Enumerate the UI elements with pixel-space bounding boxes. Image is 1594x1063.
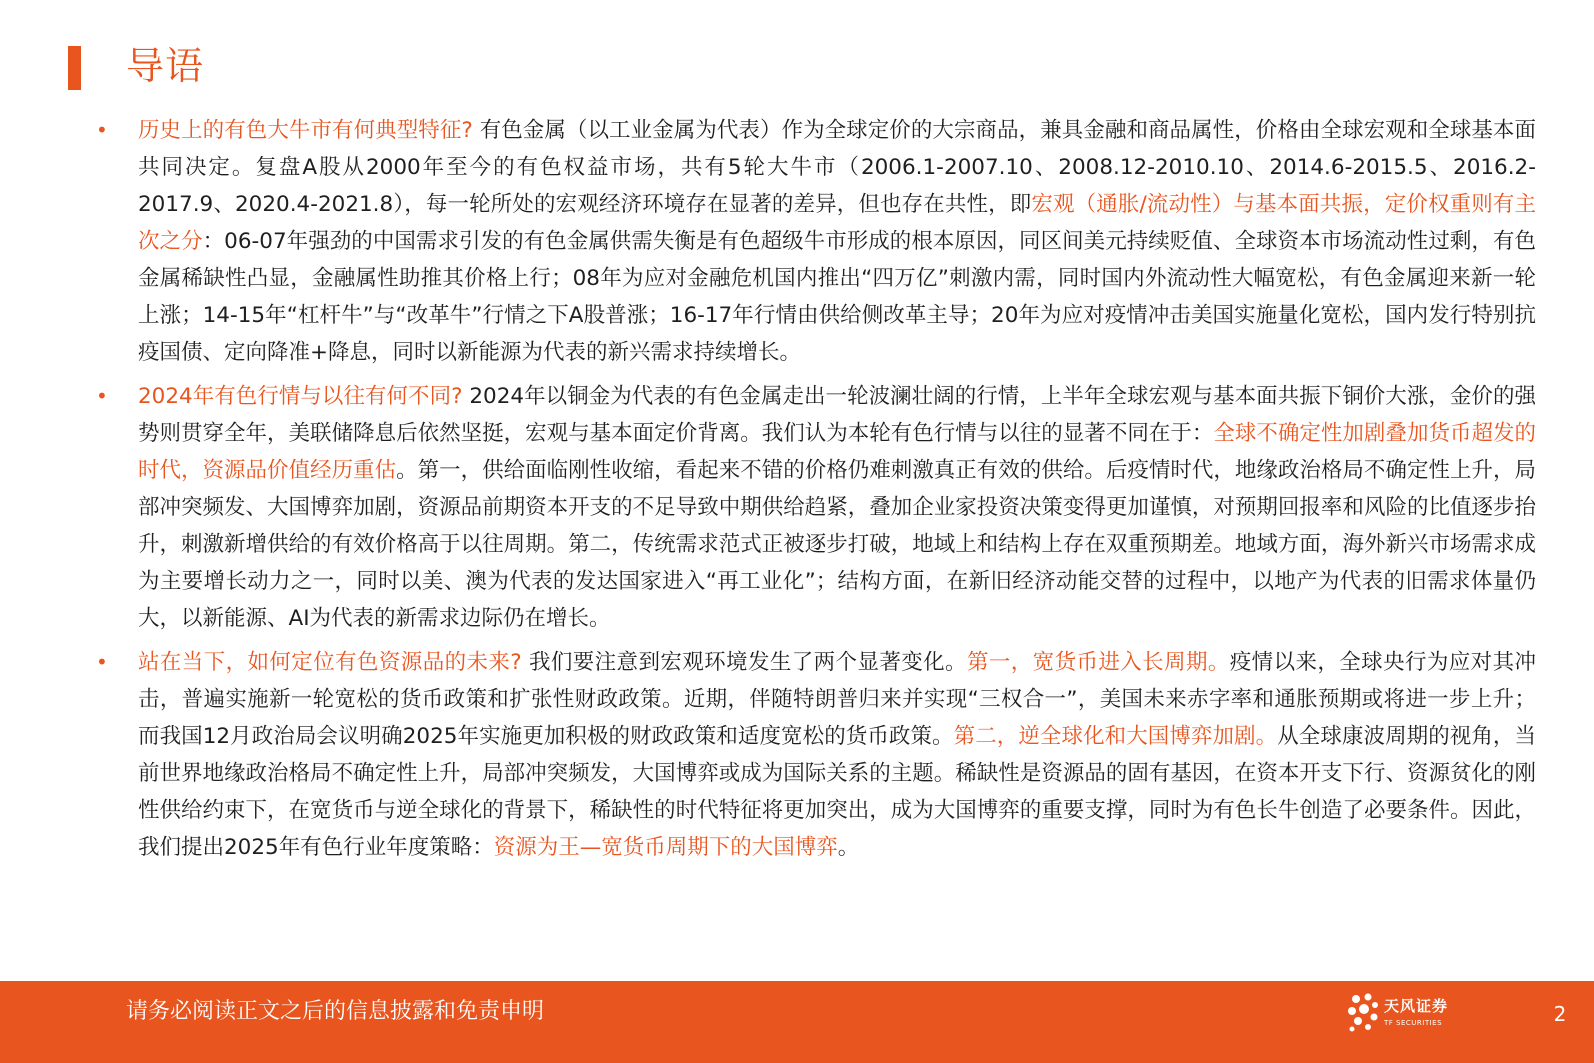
company-logo: [1346, 989, 1456, 1039]
content-body: [96, 112, 1536, 873]
bullet-dot-icon: •: [96, 384, 108, 408]
bullet-2-text-a: 2024年以铜金为代表的有色金属走出一轮波澜壮阔的行情，上半年全球宏观与基本面共振下铜价大涨，金价的强势则贯穿全年，美联储降息后依然坚挺，宏观与基本面定价背离。我们认为本轮有色行情与以往的显著不同在于：: [138, 384, 1536, 446]
bullet-3-highlight-2: 第二，逆全球化和大国博弈加剧。: [953, 724, 1278, 749]
footer-disclaimer: 请务必阅读正文之后的信息披露和免责申明: [126, 999, 545, 1024]
bullet-1-highlight: 宏观（通胀/流动性）与基本面共振，定价权重则有主次之分: [138, 192, 1537, 254]
bullet-3-text-c: 从全球康波周期的视角，当前世界地缘政治格局不确定性上升，局部冲突频发，大国博弈或成为国际关系的主题。稀缺性是资源品的固有基因，在资本开支下行、资源贫化的刚性供给约束下，在宽货币与逆全球化的背景下，稀缺性的时代特征将更加突出，成为大国博弈的重要支撑，同时为有色长牛创造了必要条件。因此，我们提出2025年有色行业年度策略：: [138, 724, 1536, 860]
bullet-1-text-a: 有色金属（以工业金属为代表）作为全球定价的大宗商品，兼具金融和商品属性，价格由全球宏观和全球基本面共同决定。复盘A股从2000年至今的有色权益市场，共有5轮大牛市（2006.1-2007.10、2008.12-2010.10、2014.6-2015.5、2016.2-2017.9、2020.4-2021.8），每一轮所处的宏观经济环境存在显著的差异，但也存在共性，即: [138, 118, 1536, 217]
bullet-3-text-b: 疫情以来，全球央行为应对其冲击，普遍实施新一轮宽松的货币政策和扩张性财政政策。近期，伴随特朗普归来并实现“三权合一”，美国未来赤字率和通胀预期或将进一步上升；而我国12月政治局会议明确2025年实施更加积极的财政政策和适度宽松的货币政策。: [138, 650, 1536, 749]
bullet-dot-icon: •: [96, 118, 108, 142]
bullet-3-text-a: 我们要注意到宏观环境发生了两个显著变化。: [521, 650, 967, 675]
bullet-2-text-b: 。第一，供给面临刚性收缩，看起来不错的价格仍难刺激真正有效的供给。后疫情时代，地缘政治格局不确定性上升，局部冲突频发、大国博弈加剧，资源品前期资本开支的不足导致中期供给趋紧，叠加企业家投资决策变得更加谨慎，对预期回报率和风险的比值逐步抬升，刺激新增供给的有效价格高于以往周期。第二，传统需求范式正被逐步打破，地域上和结构上存在双重预期差。地域方面，海外新兴市场需求成为主要增长动力之一，同时以美、澳为代表的发达国家进入“再工业化”；结构方面，在新旧经济动能交替的过程中，以地产为代表的旧需求体量仍大，以新能源、AI为代表的新需求边际仍在增长。: [138, 458, 1536, 631]
bullet-2-heading: 2024年有色行情与以往有何不同?: [138, 384, 463, 409]
bullet-3-highlight-3: 资源为王—宽货币周期下的大国博弈: [493, 835, 838, 860]
bullet-3-highlight-1: 第一，宽货币进入长周期。: [966, 650, 1230, 675]
bullet-item-2: [96, 378, 1536, 637]
bullet-item-3: [96, 644, 1536, 866]
bullet-1-heading: 历史上的有色大牛市有何典型特征?: [138, 118, 473, 143]
bullet-3-heading: 站在当下，如何定位有色资源品的未来?: [138, 650, 522, 675]
flower-logo-icon: [1346, 991, 1382, 1035]
bullet-3-text-d: 。: [837, 835, 860, 860]
logo-text-en: TF SECURITIES: [1384, 1019, 1443, 1027]
page-title: 导语: [126, 44, 205, 88]
logo-text-cn: 天风证券: [1384, 997, 1449, 1015]
page-number: 2: [1553, 1002, 1567, 1026]
bullet-dot-icon: •: [96, 650, 108, 674]
title-accent-bar: [68, 46, 81, 90]
bullet-2-highlight: 全球不确定性加剧叠加货币超发的时代，资源品价值经历重估: [138, 421, 1536, 483]
bullet-1-text-b: ：06-07年强劲的中国需求引发的有色金属供需失衡是有色超级牛市形成的根本原因，同区间美元持续贬值、全球资本市场流动性过剩，有色金属稀缺性凸显，金融属性助推其价格上行；08年为应对金融危机国内推出“四万亿”刺激内需，同时国内外流动性大幅宽松，有色金属迎来新一轮上涨；14-15年“杠杆牛”与“改革牛”行情之下A股普涨；16-17年行情由供给侧改革主导；20年为应对疫情冲击美国实施量化宽松，国内发行特别抗疫国债、定向降准+降息，同时以新能源为代表的新兴需求持续增长。: [138, 229, 1536, 365]
footer-bar: [0, 981, 1594, 1063]
bullet-item-1: [96, 112, 1536, 371]
